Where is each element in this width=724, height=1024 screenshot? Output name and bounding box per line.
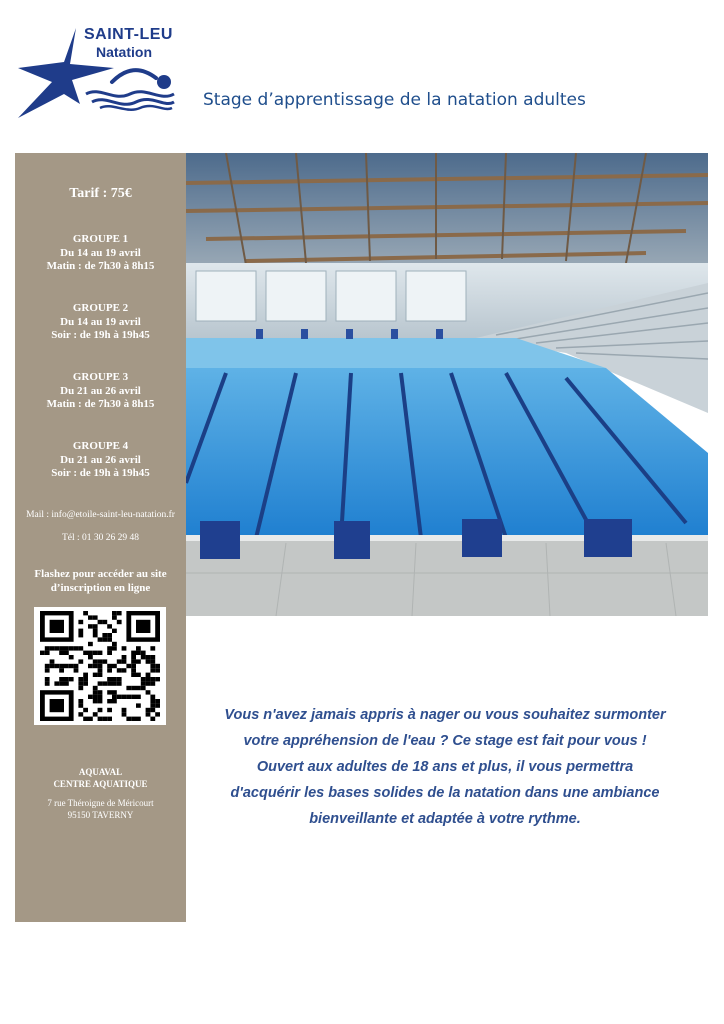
group-time: Matin : de 7h30 à 8h15 xyxy=(46,260,155,272)
group-block xyxy=(15,233,186,274)
group-dates: Du 21 au 26 avril xyxy=(60,453,141,466)
price: Tarif : 75€ xyxy=(69,186,132,201)
address-line1: 7 rue Théroigne de Méricourt xyxy=(47,798,154,808)
info-sidebar xyxy=(15,153,186,922)
club-logo xyxy=(14,24,184,122)
pool-photo xyxy=(186,153,708,616)
group-time: Matin : de 7h30 à 8h15 xyxy=(46,398,155,410)
contact-email[interactable]: Mail : info@etoile-saint-leu-natation.fr xyxy=(26,510,175,520)
page-title: Stage d’apprentissage de la natation adultes xyxy=(203,90,586,110)
logo-club-subname: Natation xyxy=(96,44,152,60)
contact-phone[interactable]: Tél : 01 30 26 29 48 xyxy=(61,533,140,543)
group-block xyxy=(15,302,186,343)
logo-club-name: SAINT-LEU xyxy=(84,26,173,43)
qr-caption-line1: Flashez pour accéder au site xyxy=(34,568,167,580)
address-line2: 95150 TAVERNY xyxy=(67,809,134,820)
qr-code-icon[interactable] xyxy=(34,607,166,725)
venue-name xyxy=(15,766,186,790)
group-name: GROUPE 1 xyxy=(72,233,129,245)
group-name: GROUPE 3 xyxy=(72,371,129,383)
group-dates: Du 14 au 19 avril xyxy=(60,246,141,259)
venue-address xyxy=(15,798,186,821)
group-name: GROUPE 2 xyxy=(72,302,129,314)
group-block xyxy=(15,371,186,412)
group-name: GROUPE 4 xyxy=(72,440,129,452)
group-time: Soir : de 19h à 19h45 xyxy=(51,329,150,341)
venue-line1: AQUAVAL xyxy=(78,767,123,777)
group-dates: Du 14 au 19 avril xyxy=(60,315,141,328)
group-dates: Du 21 au 26 avril xyxy=(60,384,141,397)
group-time: Soir : de 19h à 19h45 xyxy=(51,467,150,479)
qr-caption-line2: d’inscription en ligne xyxy=(50,582,151,594)
course-description: Vous n'avez jamais appris à nager ou vous souhaitez surmonter votre appréhension de l'eau ? Ce stage est fait pour vous ! Ouvert aux adultes de 18 ans et plus, il vous permettra d'acquérir les bases solides de la natation dans une ambiance bienveillante et adaptée à votre rythme. xyxy=(224,707,666,827)
venue-line2: CENTRE AQUATIQUE xyxy=(53,779,148,789)
qr-caption xyxy=(15,567,186,595)
group-block xyxy=(15,440,186,481)
